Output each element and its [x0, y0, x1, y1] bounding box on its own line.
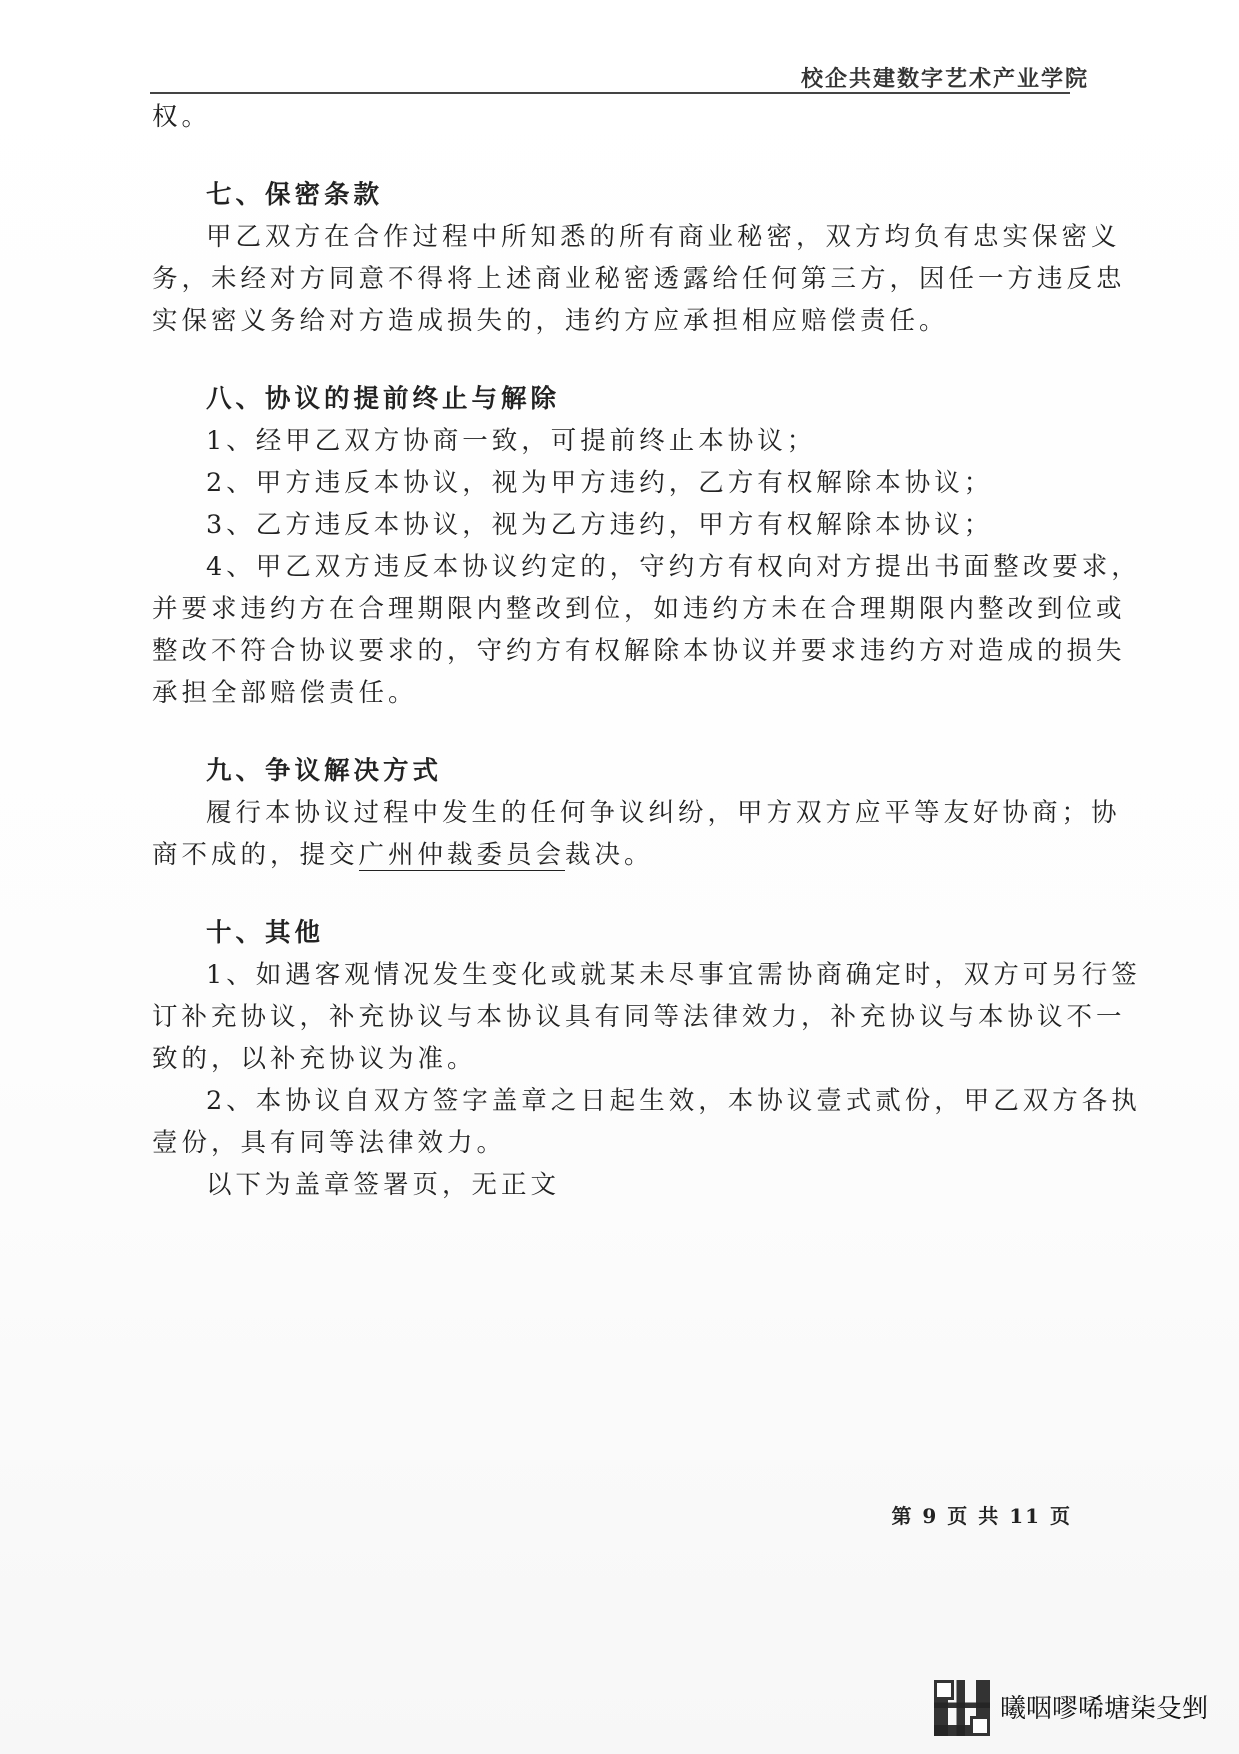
section-9-heading: 九、争议解决方式	[206, 756, 443, 786]
section-10-item: 壹份，具有同等法律效力。	[152, 1128, 507, 1158]
document-body	[152, 96, 1141, 1206]
section-8-item: 承担全部赔偿责任。	[152, 678, 418, 708]
carry-over-text: 权。	[152, 102, 212, 132]
section-10-item: 2、本协议自双方签字盖章之日起生效，本协议壹式贰份，甲乙双方各执	[206, 1086, 1141, 1116]
spacer	[152, 714, 1072, 750]
arbitration-body-name: 广州仲裁委员会	[358, 840, 566, 870]
section-8-item: 并要求违约方在合理期限内整改到位，如违约方未在合理期限内整改到位或	[152, 594, 1126, 624]
section-10-item: 1、如遇客观情况发生变化或就某未尽事宜需协商确定时，双方可另行签	[206, 960, 1141, 990]
section-9-line	[152, 834, 1072, 876]
section-8-heading: 八、协议的提前终止与解除	[206, 384, 561, 414]
section-10-heading: 十、其他	[206, 918, 325, 948]
page-number: 第 9 页 共 11 页	[891, 1504, 1072, 1528]
section-9-line: 履行本协议过程中发生的任何争议纠纷，甲方双方应平等友好协商；协	[206, 798, 1121, 828]
spacer	[152, 876, 1072, 912]
closing-note: 以下为盖章签署页，无正文	[206, 1170, 561, 1200]
section-8-item: 2、甲方违反本协议，视为甲方违约，乙方有权解除本协议；	[206, 468, 994, 498]
qr-code-icon	[934, 1680, 990, 1736]
section-9-text: 商不成的，提交	[152, 840, 359, 870]
section-9-text: 裁决。	[565, 840, 654, 870]
watermark-text: 曦咽嘐唏塘柒殳剉	[1000, 1694, 1209, 1724]
section-8-item: 1、经甲乙双方协商一致，可提前终止本协议；	[206, 426, 817, 456]
section-7-heading: 七、保密条款	[206, 180, 384, 210]
section-7-line: 务，未经对方同意不得将上述商业秘密透露给任何第三方，因任一方违反忠	[152, 264, 1126, 294]
section-8-item: 3、乙方违反本协议，视为乙方违约，甲方有权解除本协议；	[206, 510, 994, 540]
section-8-item: 4、甲乙双方违反本协议约定的，守约方有权向对方提出书面整改要求，	[206, 552, 1141, 582]
section-8-item: 整改不符合协议要求的，守约方有权解除本协议并要求违约方对造成的损失	[152, 636, 1126, 666]
spacer	[152, 342, 1072, 378]
header-rule	[150, 92, 1070, 94]
section-10-item: 订补充协议，补充协议与本协议具有同等法律效力，补充协议与本协议不一	[152, 1002, 1126, 1032]
header-title: 校企共建数字艺术产业学院	[800, 66, 1089, 92]
section-10-item: 致的，以补充协议为准。	[152, 1044, 477, 1074]
section-7-line: 实保密义务给对方造成损失的，违约方应承担相应赔偿责任。	[152, 306, 949, 336]
section-7-line: 甲乙双方在合作过程中所知悉的所有商业秘密，双方均负有忠实保密义	[206, 222, 1121, 252]
spacer	[152, 138, 1072, 174]
